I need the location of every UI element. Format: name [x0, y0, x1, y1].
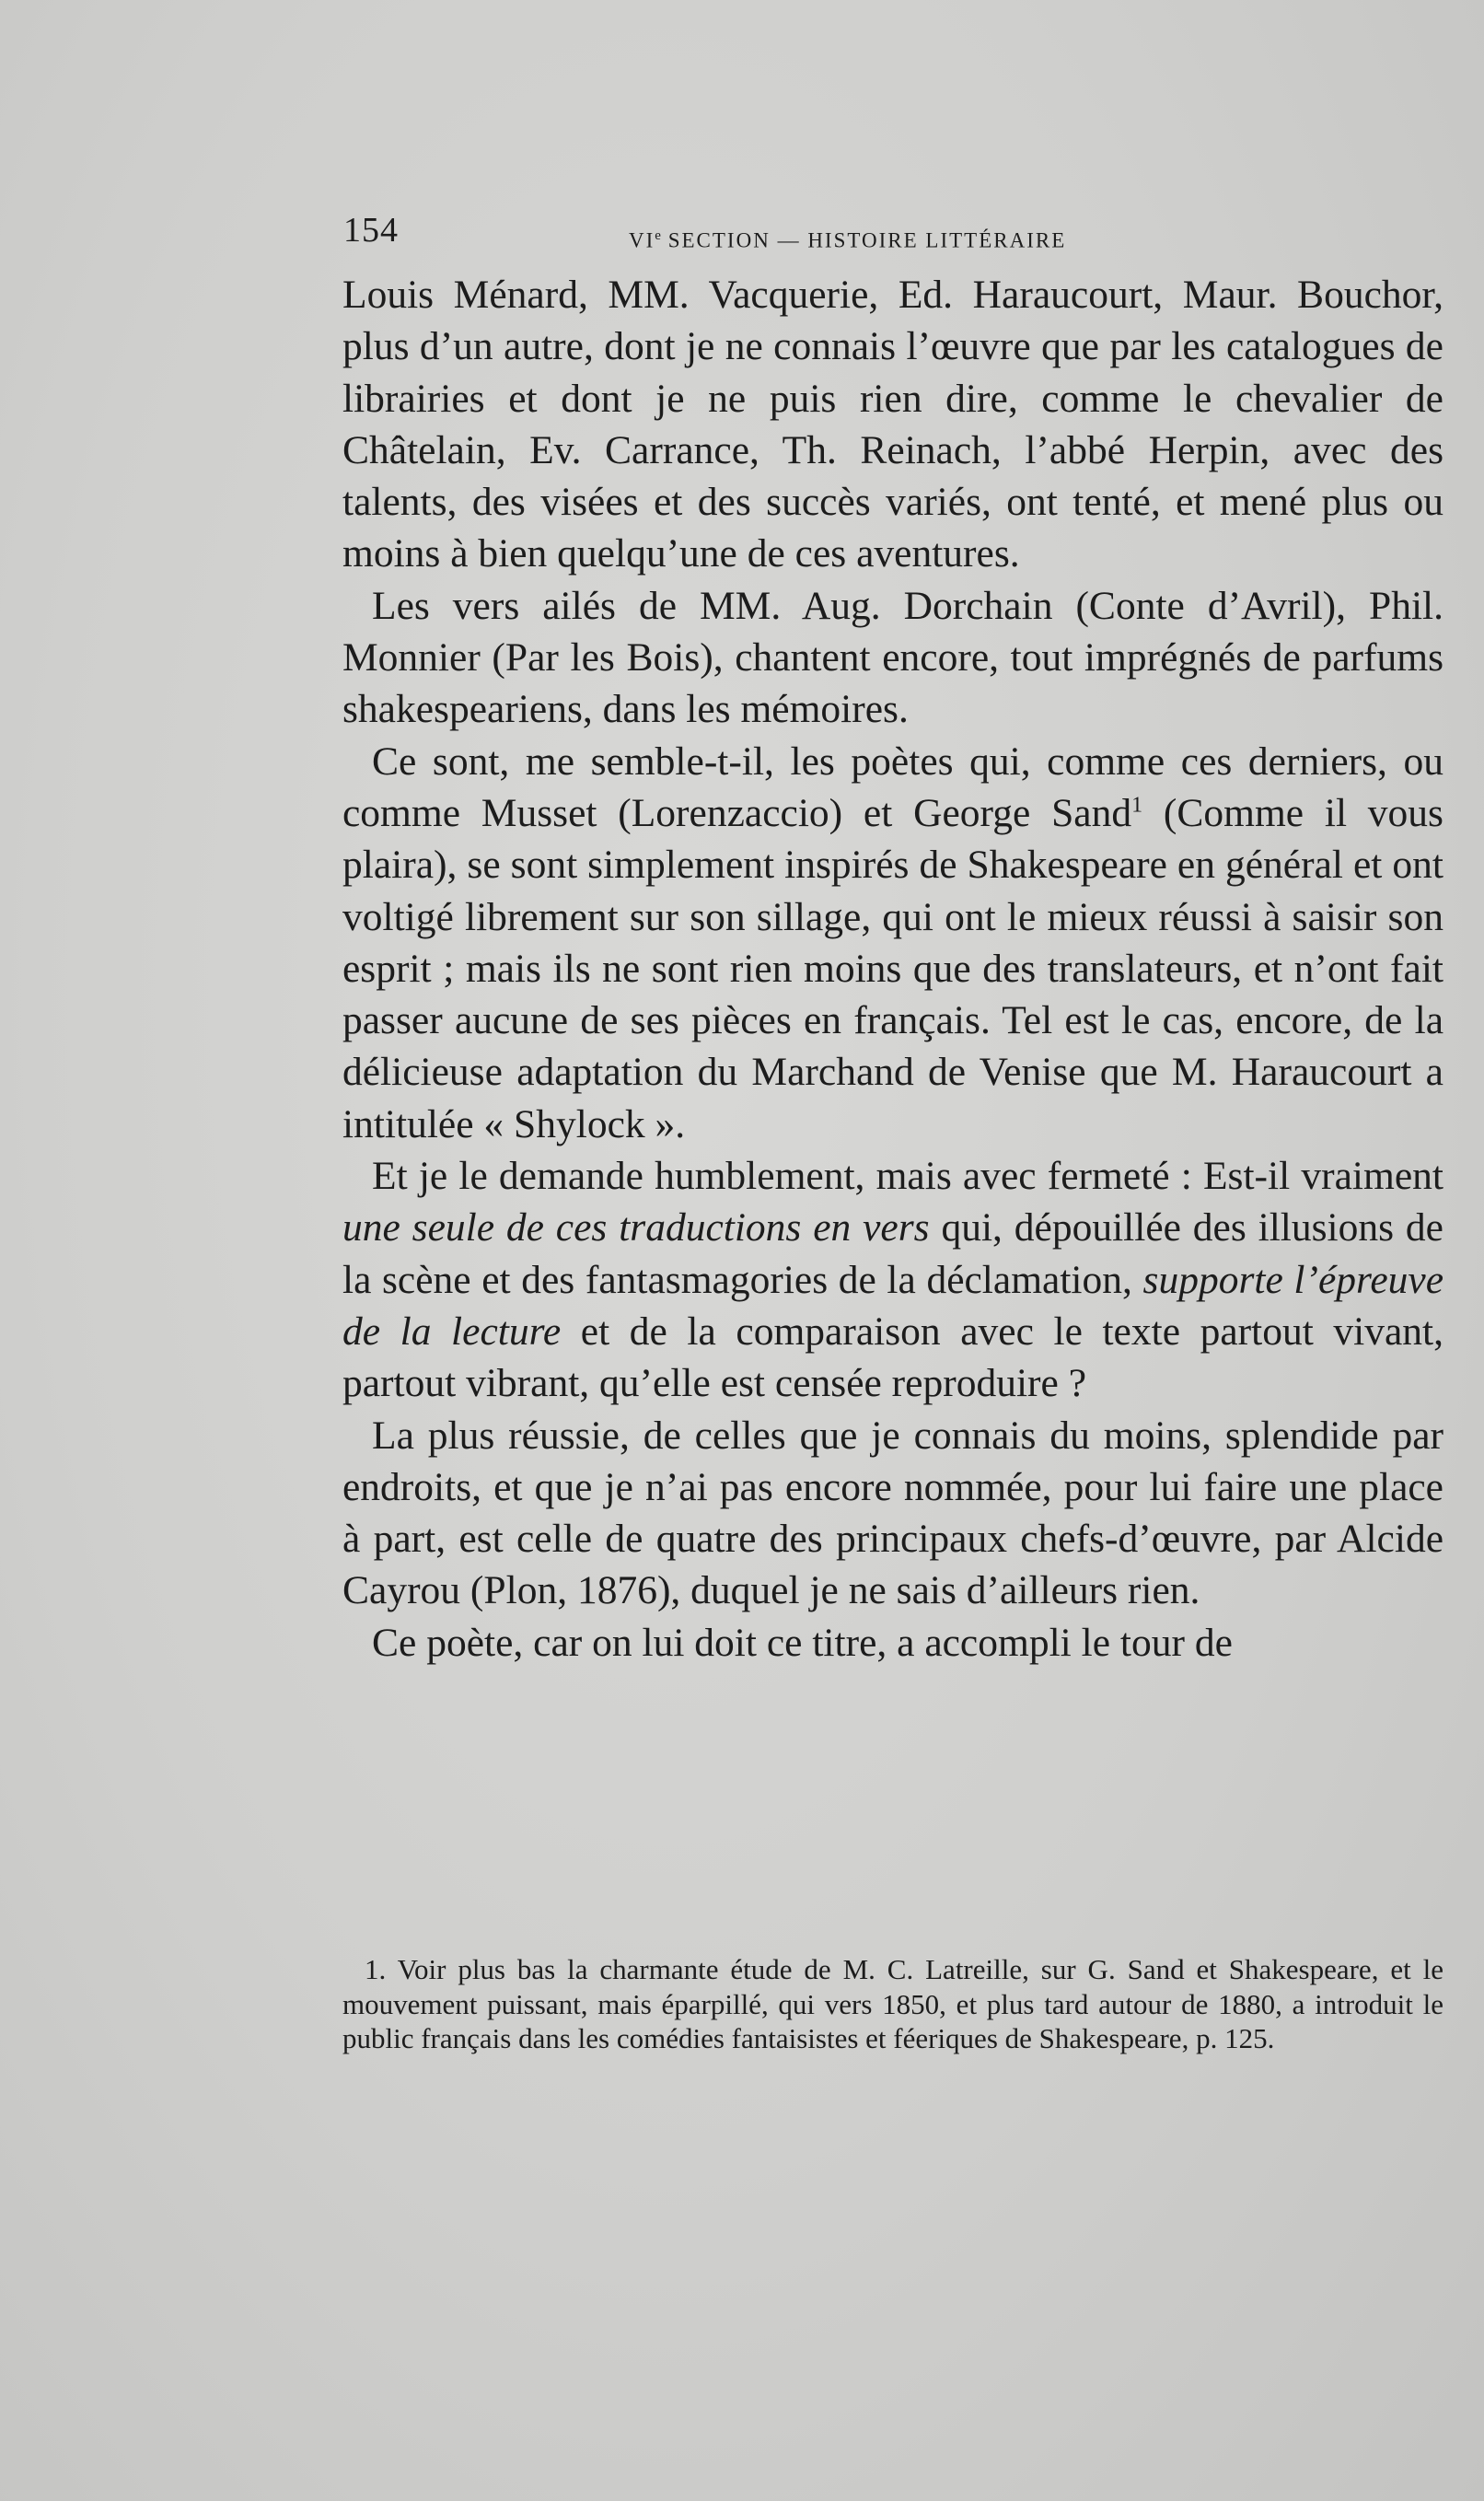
- footnote-text: 1. Voir plus bas la charmante étude de M. C. Latreille, sur G. Sand et Shakespeare, et le mouvement puissant, mais éparpillé, qui vers 1850, et plus tard autour de 1880, a introduit le public français dans les comédies fantaisistes et féeriques de Shakespeare, p. 125.: [342, 1953, 1443, 2054]
- paragraph-4-start: Et je le demande humblement, mais avec fermeté : Est-il vraiment: [372, 1154, 1443, 1199]
- page-header: [343, 210, 1172, 256]
- paragraph-5: La plus réussie, de celles que je connais du moins, splendide par endroits, et que je n’ai pas encore nommée, pour lui faire une place à part, est celle de quatre des principaux chefs-d’œuvre, par Alcide Cayrou (Plon, 1876), duquel je ne sais d’ailleurs rien.: [342, 1413, 1443, 1613]
- paragraph-3-start: Ce sont, me semble-t-il, les poètes qui, comme ces derniers, ou comme Musset (Lorenzaccio) et George Sand: [342, 739, 1443, 835]
- paragraph-6: Ce poète, car on lui doit ce titre, a accompli le tour de: [372, 1620, 1233, 1665]
- section-title: SECTION — HISTOIRE LITTÉRAIRE: [660, 228, 1067, 252]
- paragraph-4: [342, 1150, 1443, 1409]
- footnote-marker: 1: [1131, 793, 1143, 818]
- running-head: [629, 228, 1066, 253]
- section-numeral: VI: [629, 228, 655, 252]
- paragraph-4-end: et de la comparaison avec le texte partout vivant, partout vibrant, qu’elle est censée reproduire ?: [342, 1309, 1443, 1406]
- section-numeral-suffix: e: [655, 228, 661, 243]
- paragraph-3-rest: (Comme il vous plaira), se sont simplement inspirés de Shakespeare en général et ont voltigé librement sur son sillage, qui ont le mieux réussi à saisir son esprit ; mais ils ne sont rien moins que des translateurs, et n’ont fait passer aucune de ses pièces en français. Tel est le cas, encore, de la délicieuse adaptation du Marchand de Venise que M. Haraucourt a intitulée « Shylock ».: [342, 790, 1443, 1146]
- page-number: 154: [343, 211, 399, 250]
- paragraph-4-middle: qui, dépouillée des illusions de la scène et des fantasmagories de la déclamation,: [342, 1205, 1443, 1302]
- main-text: [342, 269, 1443, 1669]
- paragraph-2: Les vers ailés de MM. Aug. Dorchain (Conte d’Avril), Phil. Monnier (Par les Bois), chantent encore, tout imprégnés de parfums shakespeariens, dans les mémoires.: [342, 583, 1443, 732]
- italic-phrase-1: une seule de ces traductions en vers: [342, 1205, 930, 1250]
- paragraph-3: [342, 736, 1443, 1150]
- italic-phrase-2: supporte l’épreuve de la lecture: [342, 1257, 1443, 1354]
- footnote: [342, 1952, 1443, 2056]
- paragraph-1: Louis Ménard, MM. Vacquerie, Ed. Haraucourt, Maur. Bouchor, plus d’un autre, dont je ne connais l’œuvre que par les catalogues de librairies et dont je ne puis rien dire, comme le chevalier de Châtelain, Ev. Carrance, Th. Reinach, l’abbé Herpin, avec des talents, des visées et des succès variés, ont tenté, et mené plus ou moins à bien quelqu’une de ces aventures.: [342, 273, 1443, 576]
